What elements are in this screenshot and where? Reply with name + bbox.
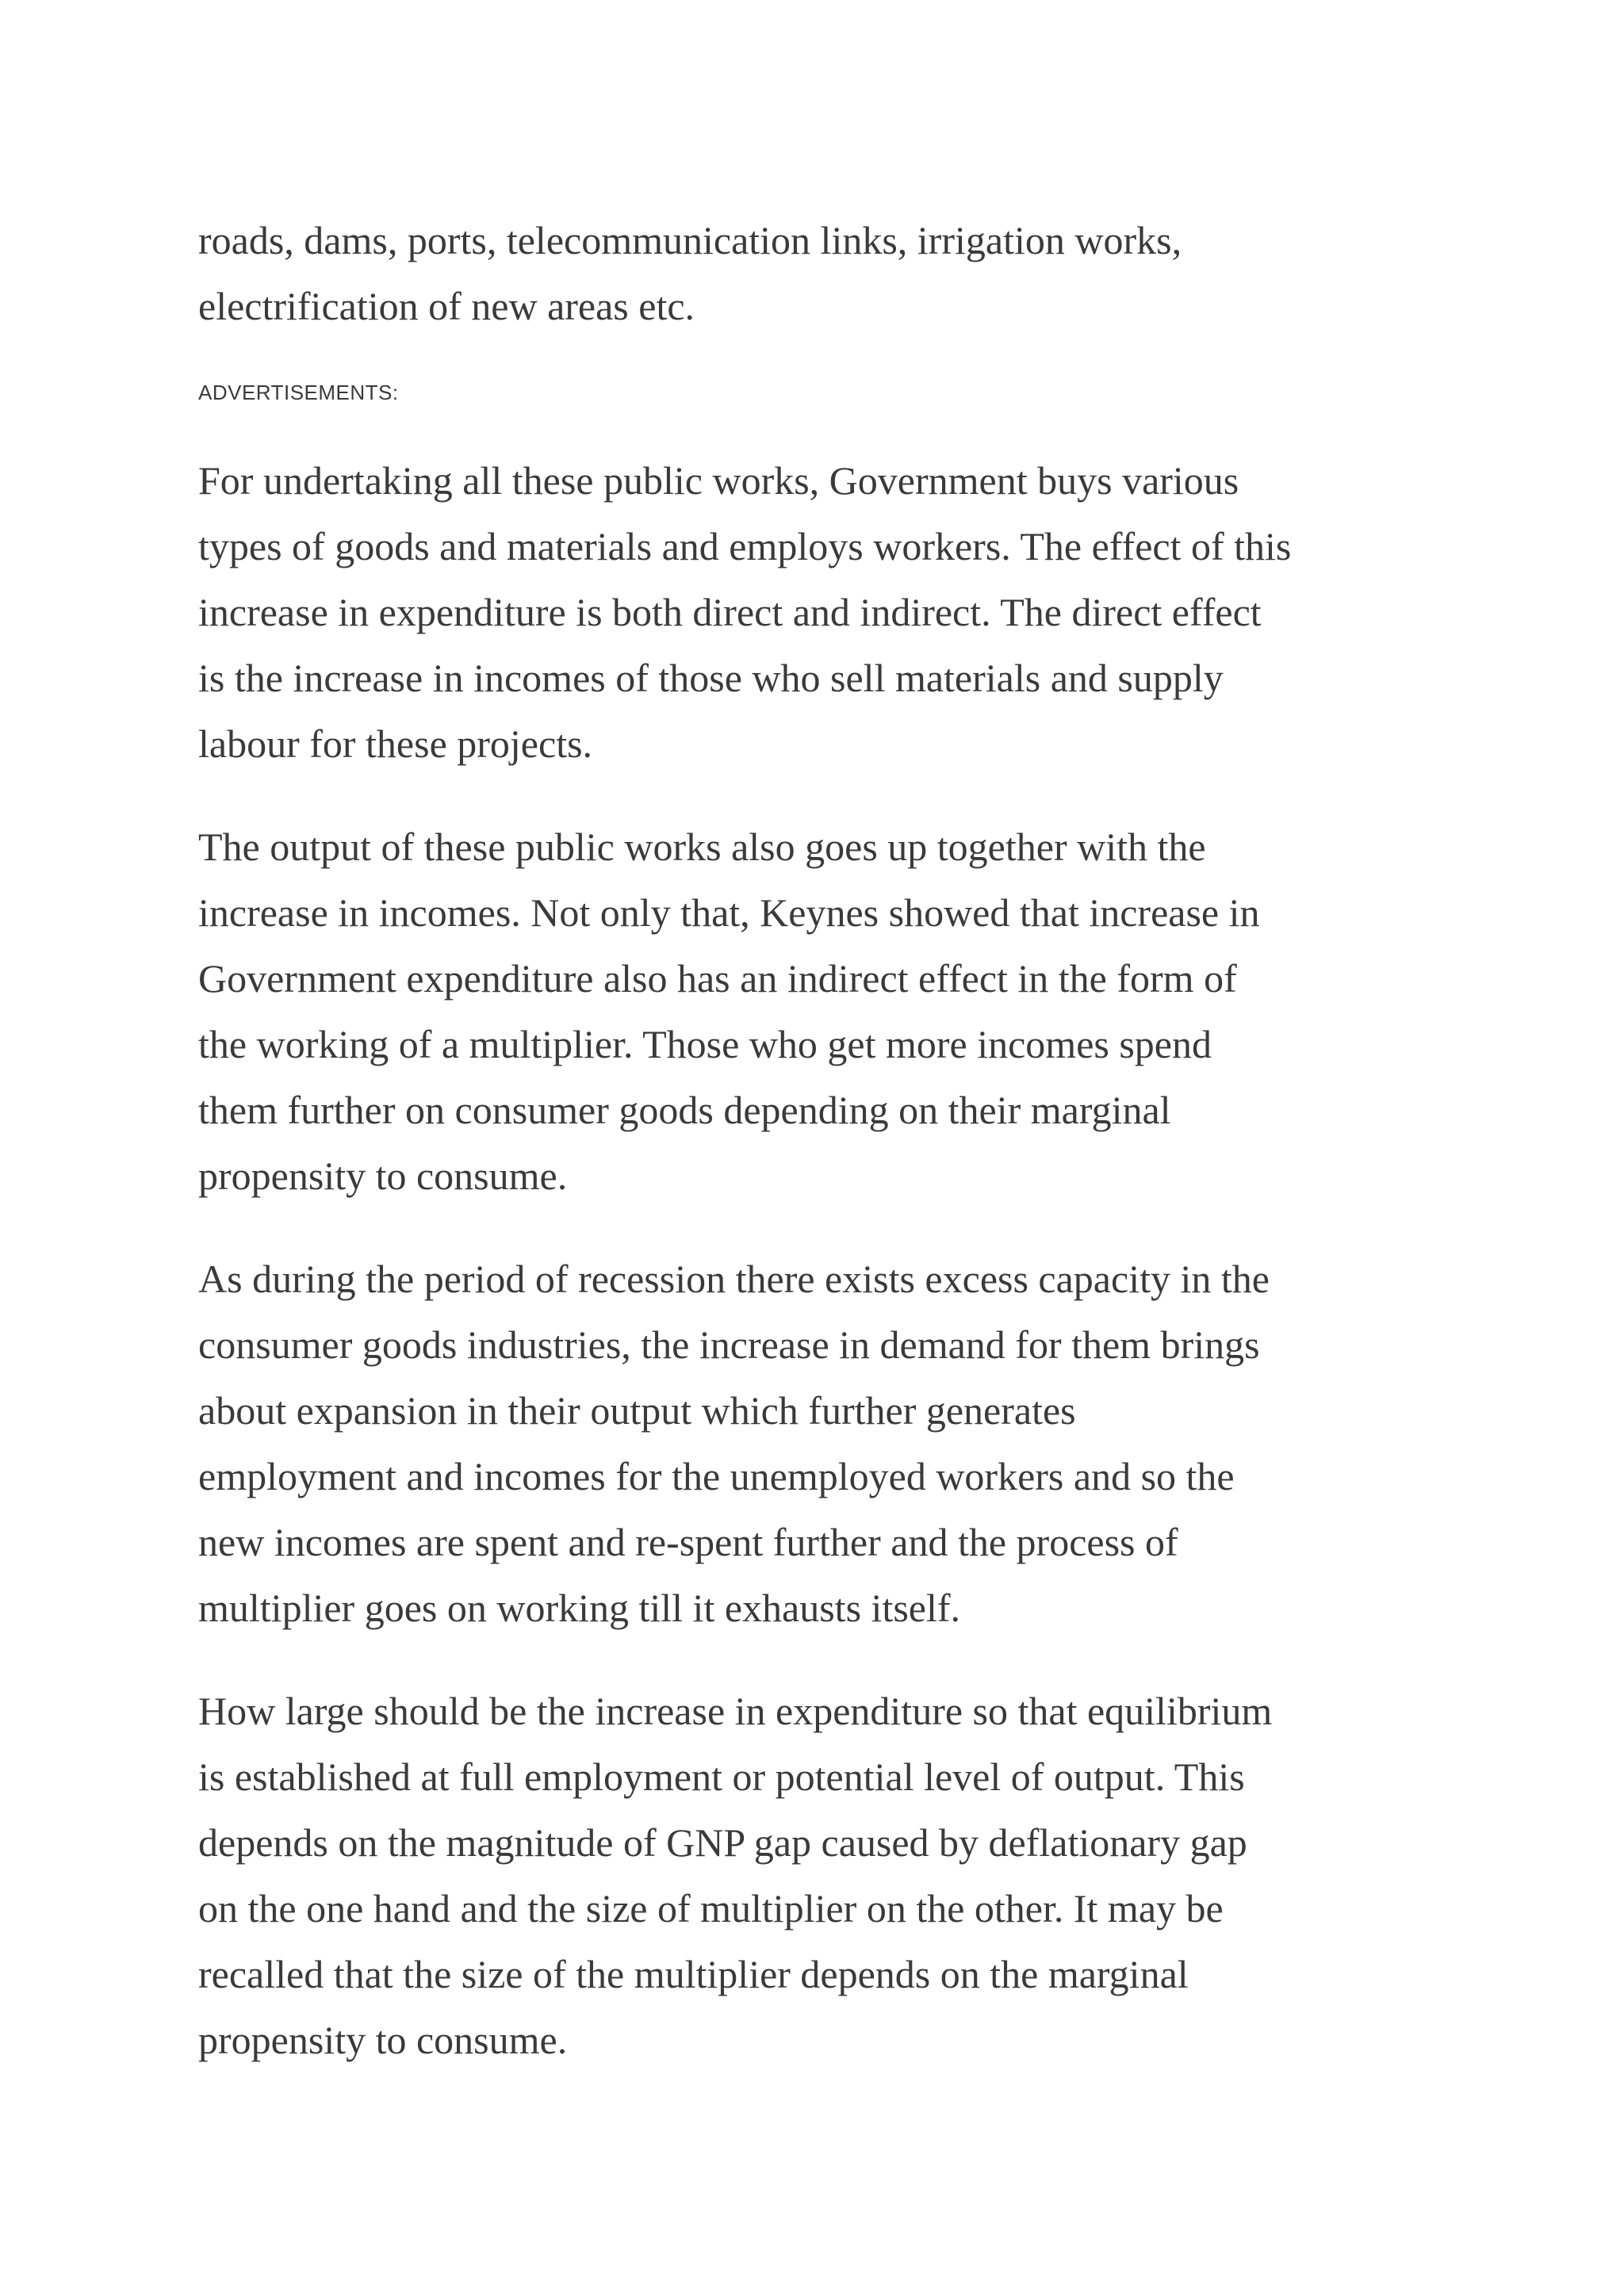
paragraph [198, 814, 1467, 1209]
text-line: on the one hand and the size of multiplier on the other. It may be [198, 1886, 1224, 1931]
text-line: employment and incomes for the unemployed workers and so the [198, 1454, 1235, 1498]
text-line: is established at full employment or potential level of output. This [198, 1755, 1245, 1799]
paragraph [198, 1678, 1467, 2073]
text-line: new incomes are spent and re-spent further and the process of [198, 1520, 1178, 1564]
paragraph [198, 1246, 1467, 1641]
text-line: The output of these public works also goes up together with the [198, 825, 1206, 869]
article-body [198, 208, 1467, 2073]
text-line: increase in expenditure is both direct and indirect. The direct effect [198, 590, 1262, 634]
text-line: Government expenditure also has an indirect effect in the form of [198, 956, 1237, 1001]
text-line: types of goods and materials and employs workers. The effect of this [198, 524, 1292, 568]
text-line: As during the period of recession there exists excess capacity in the [198, 1257, 1270, 1301]
paragraph [198, 208, 1467, 339]
paragraph [198, 448, 1467, 777]
text-line: propensity to consume. [198, 2018, 568, 2062]
text-line: How large should be the increase in expenditure so that equilibrium [198, 1689, 1273, 1733]
text-line: propensity to consume. [198, 1154, 568, 1198]
text-line: them further on consumer goods depending on their marginal [198, 1088, 1171, 1132]
text-line: roads, dams, ports, telecommunication links, irrigation works, [198, 218, 1182, 262]
text-line: about expansion in their output which further generates [198, 1388, 1076, 1433]
text-line: electrification of new areas etc. [198, 284, 695, 328]
text-line: the working of a multiplier. Those who get more incomes spend [198, 1022, 1212, 1066]
text-line: For undertaking all these public works, Government buys various [198, 458, 1239, 503]
text-line: is the increase in incomes of those who sell materials and supply [198, 656, 1224, 700]
text-line: consumer goods industries, the increase in demand for them brings [198, 1322, 1260, 1367]
text-line: recalled that the size of the multiplier depends on the marginal [198, 1952, 1189, 1996]
advertisements-label: ADVERTISEMENTS: [198, 381, 399, 404]
text-line: increase in incomes. Not only that, Keynes showed that increase in [198, 890, 1260, 935]
text-line: multiplier goes on working till it exhausts itself. [198, 1586, 961, 1630]
text-line: depends on the magnitude of GNP gap caused by deflationary gap [198, 1820, 1247, 1865]
text-line: labour for these projects. [198, 721, 593, 766]
